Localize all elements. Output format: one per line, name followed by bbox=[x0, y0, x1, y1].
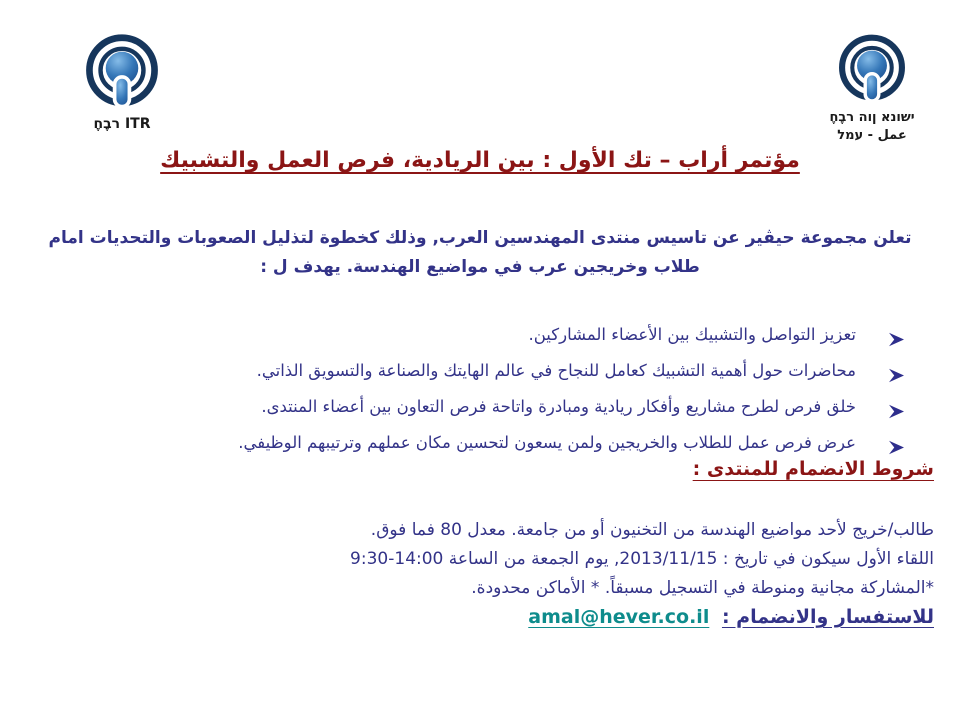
conditions-paragraph bbox=[36, 516, 934, 603]
goals-list bbox=[36, 320, 905, 464]
contact-email-link[interactable]: amal@hever.co.il bbox=[528, 606, 710, 628]
list-item bbox=[36, 320, 905, 356]
list-item bbox=[36, 356, 905, 392]
amal-bilingual-caption: عمل - עמל bbox=[837, 128, 907, 143]
arrow-bullet-icon bbox=[888, 320, 905, 356]
list-item bbox=[36, 392, 905, 428]
goal-text: تعزيز التواصل والتشبيك بين الأعضاء المشاركين. bbox=[528, 325, 856, 344]
condition-line-eligibility: طالب/خريج لأحد مواضيع الهندسة من التخنيون أو من جامعة. معدل 80 فما فوق. bbox=[370, 520, 934, 540]
goal-text: خلق فرص لطرح مشاريع وأفكار ريادية ومبادرة واتاحة فرص التعاون بين أعضاء المنتدى. bbox=[261, 397, 856, 416]
conditions-heading: شروط الانضمام للمنتدى : bbox=[692, 458, 934, 480]
hever-human-capital-caption: חֶבֶר הון אנושי bbox=[829, 110, 915, 125]
hever-ring-sphere-icon bbox=[85, 34, 159, 114]
hever-itr-caption: חֶבֶר ITR bbox=[93, 116, 151, 132]
hever-ring-sphere-icon bbox=[838, 34, 906, 108]
contact-line bbox=[528, 606, 934, 628]
page-title: مؤتمر أراب – تك الأول : بين الريادية، فرص العمل والتشبيك bbox=[160, 148, 800, 173]
goal-text: محاضرات حول أهمية التشبيك كعامل للنجاح في عالم الهايتك والصناعة والتسويق الذاتي. bbox=[256, 361, 856, 380]
arrow-bullet-icon bbox=[888, 356, 905, 392]
condition-line-registration: *المشاركة مجانية ومنوطة في التسجيل مسبقاً. * الأماكن محدودة. bbox=[471, 578, 934, 598]
arrow-bullet-icon bbox=[888, 392, 905, 428]
condition-line-date: اللقاء الأول سيكون في تاريخ : 2013/11/15, يوم الجمعة من الساعة 14:00-9:30 bbox=[350, 549, 934, 569]
hever-itr-logo bbox=[58, 34, 186, 133]
intro-paragraph: تعلن مجموعة حيڤير عن تاسيس منتدى المهندسين العرب, وذلك كخطوة لتذليل الصعوبات والتحديات امام طلاب وخريجين عرب في مواضيع الهندسة. يهدف ل : bbox=[48, 228, 912, 277]
goal-text: عرض فرص عمل للطلاب والخريجين ولمن يسعون لتحسين مكان عملهم وترتيبهم الوظيفي. bbox=[238, 433, 856, 452]
contact-label: للاستفسار والانضمام : bbox=[721, 606, 934, 628]
hever-amal-logo bbox=[798, 34, 946, 144]
